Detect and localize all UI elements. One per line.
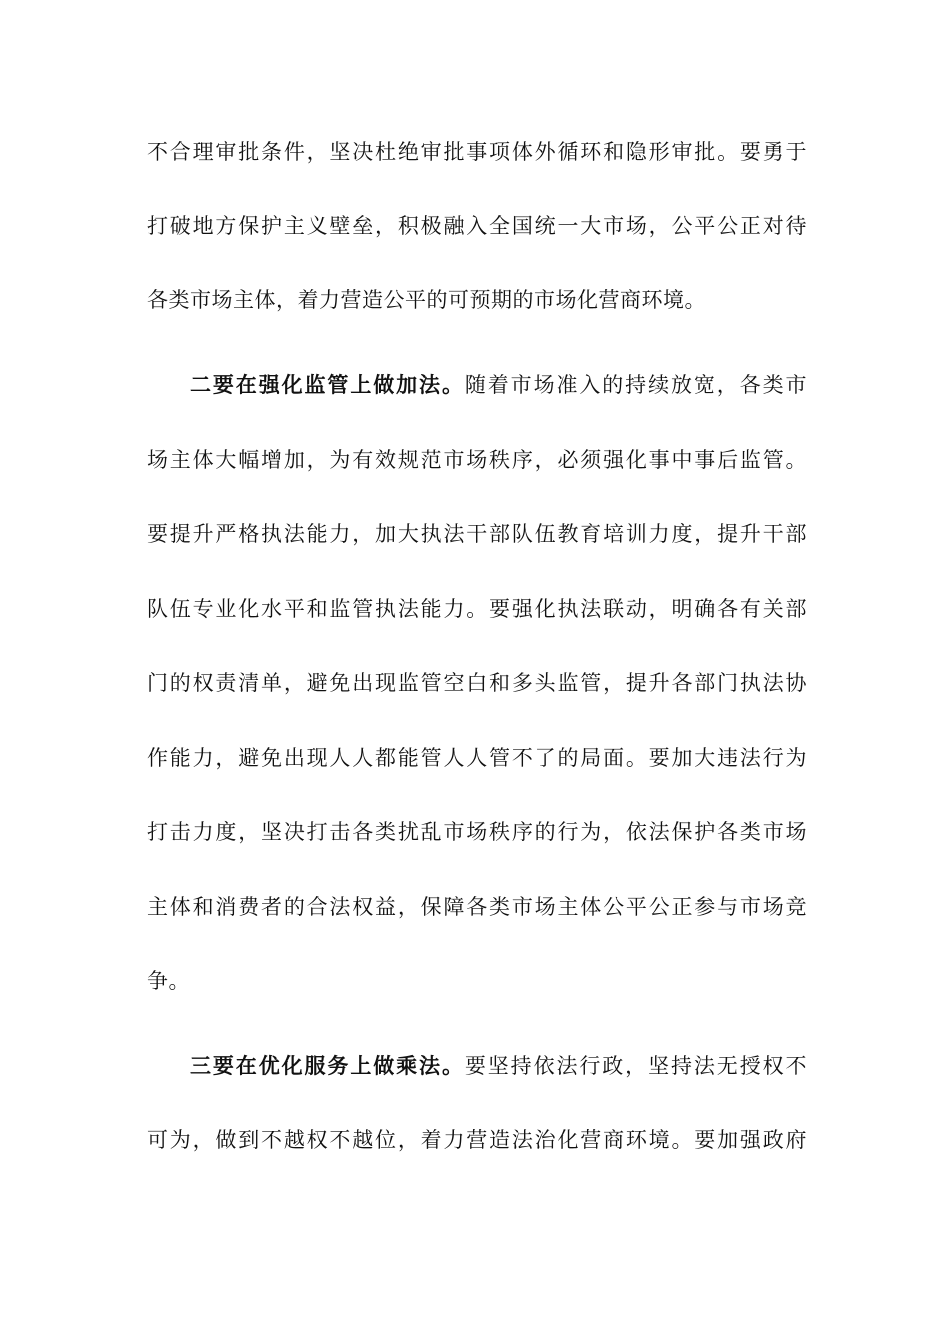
paragraph-3-line-1: [190, 1050, 807, 1082]
paragraph-2-line-1-text: 随着市场准入的持续放宽，各类市: [464, 373, 808, 397]
paragraph-2-heading: 二要在强化监管上做加法。: [190, 373, 465, 397]
paragraph-3-heading: 三要在优化服务上做乘法。: [190, 1054, 465, 1078]
paragraph-2-line-1: [190, 369, 807, 401]
paragraph-2-line-9: 争。: [147, 969, 190, 993]
paragraph-2-line-7: 打击力度，坚决打击各类扰乱市场秩序的行为，依法保护各类市场: [147, 820, 807, 844]
paragraph-1-line-3: 各类市场主体，着力营造公平的可预期的市场化营商环境。: [147, 288, 706, 312]
paragraph-3-line-2: 可为，做到不越权不越位，着力营造法治化营商环境。要加强政府: [147, 1128, 807, 1152]
paragraph-2-line-6: 作能力，避免出现人人都能管人人管不了的局面。要加大违法行为: [147, 746, 807, 770]
paragraph-2-line-4: 队伍专业化水平和监管执法能力。要强化执法联动，明确各有关部: [147, 597, 807, 621]
paragraph-1-line-2: 打破地方保护主义壁垒，积极融入全国统一大市场，公平公正对待: [147, 214, 807, 238]
paragraph-3-line-1-text: 要坚持依法行政，坚持法无授权不: [464, 1054, 808, 1078]
paragraph-2-line-8: 主体和消费者的合法权益，保障各类市场主体公平公正参与市场竞: [147, 895, 807, 919]
paragraph-1-line-1: 不合理审批条件，坚决杜绝审批事项体外循环和隐形审批。要勇于: [147, 140, 807, 164]
paragraph-2-line-2: 场主体大幅增加，为有效规范市场秩序，必须强化事中事后监管。: [147, 448, 807, 472]
paragraph-2-line-3: 要提升严格执法能力，加大执法干部队伍教育培训力度，提升干部: [147, 522, 807, 546]
paragraph-2-line-5: 门的权责清单，避免出现监管空白和多头监管，提升各部门执法协: [147, 671, 807, 695]
